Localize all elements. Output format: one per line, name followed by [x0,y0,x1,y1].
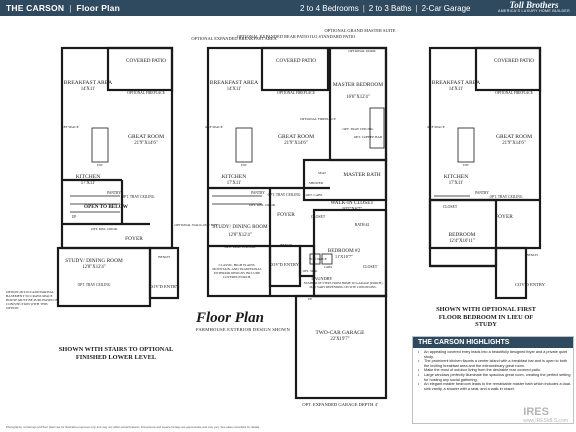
pantry-label: PANTRY [107,191,121,195]
bench-label: BENCH [280,243,292,247]
laundry-label: LAUNDRY [311,276,333,281]
kitchen-label: KITCHEN [443,174,469,180]
breakfast-dim: 14'X11' [226,87,242,92]
great-room-label: GREAT ROOM [127,134,165,140]
brand-name: Toll Brothers [509,0,559,10]
pantry-label: PANTRY [475,191,489,195]
bedroom2-dim: 11'X10'7" [334,254,354,259]
covd-entry-label: COV'D ENTRY [514,282,546,287]
ref-space-label: REF SPACE [61,125,79,129]
study-dim: 12'8"X12'4" [82,265,106,270]
opt-expanded-patio-label: OPTIONAL EXPANDED REAR PATIO ILO STANDARD PATIO [236,34,356,39]
walk-in-closet-label: WALK-IN CLOSET [330,200,374,206]
opt-grand-master-label: OPTIONAL GRAND MASTER SUITE [324,28,396,33]
bedroom-label: BEDROOM [448,232,476,238]
up-label: UP [307,297,313,301]
dbl-door-label: OPT. DBL. DOOR [249,203,275,207]
walk-in-dim: 10'7"X6'7" [341,206,363,211]
left-plan-note-text: OPTION 2KT-010 ADD PARTIAL BASEMENT TO CRAWLSPACE HOUSE MUST BE PURCHASED IN CONJUNCTION WITH THIS OPTION [6,290,59,310]
right-plan-labels [427,58,545,287]
title-separator: | [69,3,72,13]
tray-ceiling-label: OPT. TRAY CEILING [489,195,523,199]
kitchen-dim: 17'X11' [80,181,96,186]
master-bath-label: MASTER BATH [343,172,381,178]
open-to-below-label: OPEN TO BELOW [84,204,128,210]
covd-entry-label: COV'D ENTRY [148,284,180,289]
great-room-label: GREAT ROOM [495,134,533,140]
ref-space-label: REF SPACE [205,125,223,129]
classic-note-text: CLASSIC, HIGH PLAINS, MOUNTAIN, AND TRADITIONAL EXTERIOR DESIGNS INCLUDE COVERED PORCH. [212,264,262,279]
covered-patio-label: COVERED PATIO [493,58,535,64]
center-plan-title-block [196,310,290,332]
highlight-item: • Large windows perfectly illuminate the spacious great room, creating the perfect setting for hosting any social gathering. [421,373,573,382]
kitchen-label: KITCHEN [221,174,247,180]
garage-dim: 22'X19'7" [330,337,350,342]
kitchen-label: KITCHEN [75,174,101,180]
master-bedroom-dim: 16'6"X12'4" [346,95,370,100]
master-bedroom-label: MASTER BEDROOM [332,82,384,88]
study-label: STUDY/ DINING ROOM [212,224,268,230]
dw-label: DW [97,163,103,167]
breakfast-area-label: BREAKFAST AREA [431,80,481,86]
bedrooms-spec: 2 to 4 Bedrooms [300,3,359,13]
plan-specs [300,4,470,13]
steps-note [300,282,386,296]
opt-garage-label: OPT. EXPANDED GARAGE DEPTH 4' [302,402,378,407]
classic-note [210,264,264,292]
kitchen-dim: 17'X11' [226,181,242,186]
foyer-label: FOYER [125,236,143,242]
great-room-dim: 21'9"X14'6" [134,141,158,146]
plan-subtitle: Floor Plan [76,3,120,13]
dw-label: DW [463,163,469,167]
bench-label: BENCH [158,255,170,259]
ref-space-label: REF SPACE [427,125,445,129]
opt-expanded-breakfast-label: OPTIONAL EXPANDED BREAKFAST AREA [191,36,277,41]
tray-ceiling-label: OPT. TRAY CEILING [342,127,374,131]
closet-label: CLOSET [442,205,458,209]
plan-name: THE CARSON [6,3,65,13]
dbl-door-label: OPT. DBL. DOOR [91,227,117,231]
covd-entry-label: COV'D ENTRY [268,262,300,267]
covered-patio-label: COVERED PATIO [125,58,167,64]
tray-ceiling-label-2: OPT. TRAY CEILING [77,283,111,287]
great-room-label: GREAT ROOM [277,134,315,140]
highlight-item: • The prominent kitchen flaunts a center island with a breakfast bar and is open to both the inviting breakfast area and the extraordinary great room. [421,359,573,368]
shower-label: SHOWER [308,181,324,185]
tray-ceiling-label-2: OPT. TRAY CEILING [267,193,301,197]
opt-cabs-label: OPT. CABS [305,193,323,197]
optional-door-label: OPTIONAL DOOR [348,49,376,53]
left-plan-labels [61,58,179,289]
watermark-text: IRES [523,406,549,418]
coffee-bar-label: OPT. COFFEE BAR [353,135,383,139]
tray-ceiling-label-3: OPT. TRAY CEILING [224,245,256,249]
spec-separator: | [362,3,365,13]
opt-fireplace-2-label: OPTIONAL FIREPLACE [300,117,336,121]
great-room-dim: 21'9"X14'6" [284,141,308,146]
kitchen-dim: 17'X11' [448,181,464,186]
steps-note-text: NUMBER OF STEPS FROM HOME TO GARAGE (PORCH) MAY VARY DEPENDING ON SITE CONDITIONS. [303,282,383,289]
center-plan-subtitle: FARMHOUSE EXTERIOR DESIGN SHOWN [196,327,291,332]
two-car-garage-label: TWO-CAR GARAGE [315,330,365,336]
cabs-label: CABS [323,265,333,269]
optional-fireplace-label: OPTIONAL FIREPLACE [127,91,165,95]
wd-space-label: W/D SPACE [309,257,327,261]
highlights-list [413,350,573,391]
closet-label: CLOSET [310,215,326,219]
walkout-label: OPTIONAL WALK-OUT BAY [174,223,218,227]
study-dim: 12'8"X12'4" [228,233,252,238]
foyer-label: FOYER [277,212,295,218]
bench-label: BENCH [526,253,538,257]
bedroom2-label: BEDROOM #2 [327,248,361,254]
header-bar [0,0,576,16]
breakfast-dim: 14'X11' [80,87,96,92]
optional-fireplace-label: OPTIONAL FIREPLACE [277,91,315,95]
breakfast-area-label: BREAKFAST AREA [63,80,113,86]
pantry-label: PANTRY [251,191,265,195]
covered-patio-label: COVERED PATIO [275,58,317,64]
baths-spec: 2 to 3 Baths [368,3,412,13]
highlight-item: • Make the most of outdoor living from the desirable rear covered patio. [421,368,573,373]
bedroom-dim: 12'4"X10'11" [449,239,475,244]
highlights-heading: THE CARSON HIGHLIGHTS [413,337,573,348]
foyer-label: FOYER [495,214,513,220]
seat-label: SEAT [317,171,327,175]
closet2-label: CLOSET [362,265,378,269]
center-plan-title: Floor Plan [196,310,264,326]
watermark-sub: www.IRESMLS.com [523,418,568,424]
legal-footer: Photography, renderings and floor plans are for illustrative purposes only and may not reflect actual features. Dimensions and square footage are approximate and may vary. See sales consultant for details. [6,425,260,429]
spec-separator: | [415,3,418,13]
dw-label: DW [241,163,247,167]
brand-logo [498,1,570,14]
right-plan-caption: SHOWN WITH OPTIONAL FIRST FLOOR BEDROOM IN LIEU OF STUDY [436,306,536,328]
opt-sink-label: OPT. SINK [302,269,318,273]
up-label: UP [71,215,77,219]
garage-spec: 2-Car Garage [421,3,471,13]
highlight-item: • An appealing covered entry leads into a beautifully designed foyer and a private quiet study. [421,350,573,359]
mls-watermark [523,406,568,424]
bath2-label: BATH #2 [354,223,370,227]
left-plan-caption: SHOWN WITH STAIRS TO OPTIONAL FINISHED LOWER LEVEL [58,346,174,361]
left-plan-note [6,290,60,324]
breakfast-area-label: BREAKFAST AREA [209,80,259,86]
study-label: STUDY/ DINING ROOM [65,258,123,264]
breakfast-dim: 14'X11' [448,87,464,92]
highlight-item: • An elegant master bedroom leads to the remarkable master bath which includes a dual-sink vanity, a shower with a seat, and a walk-in closet. [421,382,573,391]
great-room-dim: 21'9"X14'6" [502,141,526,146]
tray-ceiling-label: OPT. TRAY CEILING [121,195,155,199]
brand-tagline: AMERICA'S LUXURY HOME BUILDER [498,9,570,13]
optional-fireplace-label: OPTIONAL FIREPLACE [495,91,533,95]
